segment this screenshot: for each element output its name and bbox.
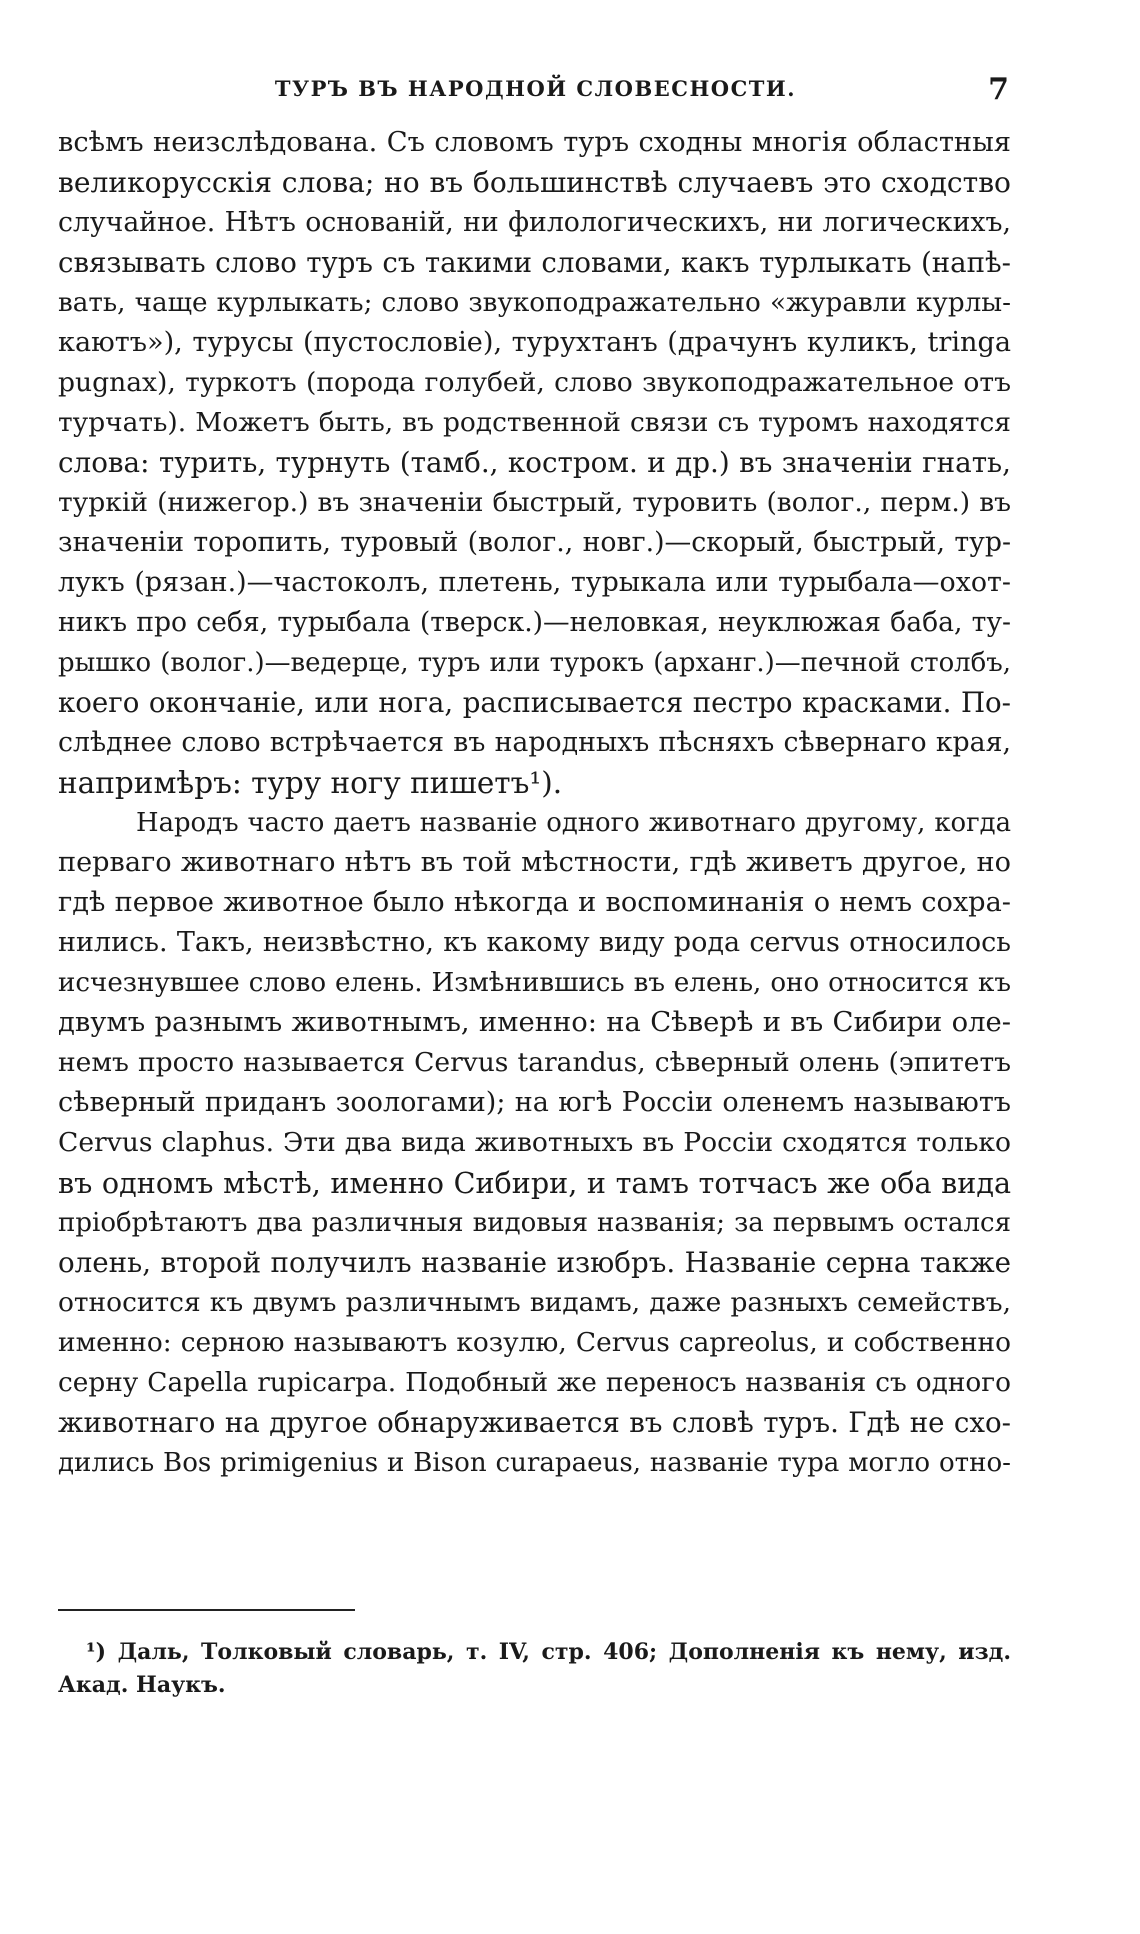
footnote-line: ¹) Даль, Толковый словарь, т. IV, стр. 406; Дополненія къ нему, изд. — [86, 1639, 1011, 1665]
text-line: олень, второй получилъ названіе изюбръ. Названіе серна также — [58, 1246, 1011, 1279]
text-line: пріобрѣтаютъ два различныя видовыя названія; за первымъ остался — [58, 1208, 1011, 1238]
text-line: связывать слово туръ съ такими словами, какъ турлыкать (напѣ- — [58, 246, 1011, 279]
text-line: въ одномъ мѣстѣ, именно Сибири, и тамъ тотчасъ же оба вида — [58, 1166, 1011, 1200]
text-line: туркій (нижегор.) въ значеніи быстрый, туровить (волог., перм.) въ — [58, 487, 1011, 518]
text-line: всѣмъ неизслѣдована. Съ словомъ туръ сходны многія областныя — [58, 127, 1011, 158]
text-line: двумъ разнымъ животнымъ, именно: на Сѣверѣ и въ Сибири оле- — [58, 1007, 1011, 1038]
text-line: рышко (волог.)—ведерце, туръ или турокъ (арханг.)—печной столбъ, — [58, 648, 1011, 678]
text-line: немъ просто называется Cervus tarandus, сѣверный олень (эпитетъ — [58, 1047, 1011, 1078]
text-line: напримѣръ: туру ногу пишетъ¹). — [58, 766, 563, 800]
page-number: 7 — [988, 72, 1009, 107]
text-line: коего окончаніе, или нога, расписывается пестро красками. По- — [58, 686, 1011, 719]
text-line: pugnax), туркотъ (порода голубей, слово звукоподражательное отъ — [58, 367, 1011, 398]
text-line: именно: серною называютъ козулю, Cervus capreolus, и собственно — [58, 1328, 1011, 1358]
text-line: вать, чаще курлыкать; слово звукоподражательно «журавли курлы- — [58, 288, 1011, 318]
footnote-divider — [58, 1609, 355, 1611]
text-line: лукъ (рязан.)—частоколъ, плетень, турыкала или турыбала—охот- — [58, 567, 1011, 598]
text-line: серну Capella rupicarpa. Подобный же переносъ названія съ одного — [58, 1368, 1011, 1398]
text-line: нились. Такъ, неизвѣстно, къ какому виду рода cervus относилось — [58, 927, 1011, 958]
text-line: перваго животнаго нѣтъ въ той мѣстности, гдѣ живетъ другое, но — [58, 847, 1011, 878]
text-line: сѣверный приданъ зоологами); на югѣ Россіи оленемъ называютъ — [58, 1087, 1011, 1118]
text-line: Народъ часто даетъ названіе одного животнаго другому, когда — [136, 808, 1011, 838]
text-line: случайное. Нѣтъ основаній, ни филологическихъ, ни логическихъ, — [58, 207, 1011, 238]
text-line: гдѣ первое животное было нѣкогда и воспоминанія о немъ сохра- — [58, 887, 1011, 918]
text-line: Cervus claphus. Эти два вида животныхъ въ Россіи сходятся только — [58, 1127, 1011, 1158]
text-line: никъ про себя, турыбала (тверск.)—неловкая, неуклюжая баба, ту- — [58, 607, 1011, 638]
text-line: животнаго на другое обнаруживается въ словѣ туръ. Гдѣ не схо- — [58, 1406, 1011, 1439]
page-header — [58, 72, 1013, 112]
text-line: каютъ»), турусы (пустословіе), турухтанъ (драчунъ куликъ, tringa — [58, 327, 1011, 358]
text-line: дились Bos primigenius и Bison curapaeus, названіе тура могло отно- — [58, 1448, 1011, 1478]
text-line: слова: турить, турнуть (тамб., костром. и др.) въ значеніи гнать, — [58, 446, 1011, 479]
running-title: ТУРЪ ВЪ НАРОДНОЙ СЛОВЕСНОСТИ. — [274, 76, 797, 101]
text-line: слѣднее слово встрѣчается въ народныхъ пѣсняхъ сѣвернаго края, — [58, 727, 1011, 758]
text-line: исчезнувшее слово елень. Измѣнившись въ елень, оно относится къ — [58, 968, 1011, 998]
text-line: турчать). Можетъ быть, въ родственной связи съ туромъ находятся — [58, 407, 1011, 438]
text-line: значеніи торопить, туровый (волог., новг.)—скорый, быстрый, тур- — [58, 527, 1011, 558]
text-line: относится къ двумъ различнымъ видамъ, даже разныхъ семействъ, — [58, 1287, 1011, 1318]
footnote-line: Акад. Наукъ. — [58, 1672, 226, 1698]
text-line: великорусскія слова; но въ большинствѣ случаевъ это сходство — [58, 166, 1011, 199]
